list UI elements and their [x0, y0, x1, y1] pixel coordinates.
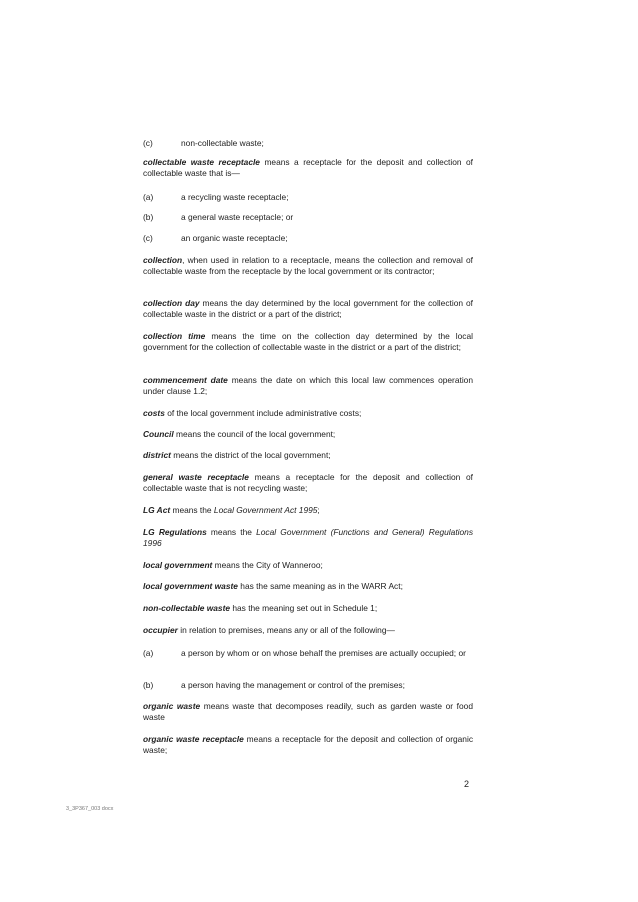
definition-text: means the time on the collection day determined by the local government for the collection of collectable waste in the district or a part of the district;: [143, 331, 474, 352]
item-label: (c): [143, 233, 153, 243]
item-text: a general waste receptacle; or: [181, 212, 294, 222]
defined-term: district: [143, 450, 171, 460]
definition-text: means a receptacle for the deposit and collection of collectable waste that is—: [143, 157, 473, 178]
act-title: Local Government Act 1995: [213, 505, 318, 515]
item-label: (b): [143, 212, 154, 222]
definition-text: means the date on which this local law commences operation under clause 1.2;: [143, 375, 473, 396]
item-text: a person by whom or on whose behalf the premises are actually occupied; or: [181, 648, 466, 658]
definition-text-end: ;: [317, 505, 320, 515]
defined-term: non-collectable waste: [143, 603, 231, 613]
definition-costs: [143, 408, 473, 419]
page-number: 2: [464, 779, 470, 789]
item-text: a recycling waste receptacle;: [181, 192, 289, 202]
item-label: (c): [143, 138, 153, 148]
definition-text: means waste that decomposes readily, such as garden waste or food waste: [143, 701, 473, 722]
definition-collection-day: [143, 298, 473, 319]
definition-commencement-date: [143, 375, 473, 396]
defined-term: local government waste: [143, 581, 238, 591]
definition-local-government-waste: [143, 581, 473, 592]
definition-text: of the local government include administrative costs;: [164, 408, 362, 418]
definition-text: means the council of the local government;: [173, 429, 336, 439]
item-text: non-collectable waste;: [181, 138, 264, 148]
definition-organic-waste-receptacle: [143, 734, 473, 755]
definition-text: has the same meaning as in the WARR Act;: [237, 581, 403, 591]
defined-term: collection: [143, 255, 183, 265]
defined-term: LG Regulations: [143, 527, 207, 537]
definition-text: means the: [170, 505, 214, 515]
definition-text: means the day determined by the local government for the collection of collectable waste in the district or a part of the district;: [143, 298, 473, 319]
definition-text: , when used in relation to a receptacle, means the collection and removal of collectable waste from the receptacle by the local government or its contractor;: [143, 255, 473, 276]
footer-document-id: 3_3P367_003 docx: [66, 806, 114, 812]
definition-local-government: [143, 560, 473, 571]
defined-term: commencement date: [143, 375, 228, 385]
definition-organic-waste: [143, 701, 473, 722]
definition-collection-time: [143, 331, 473, 352]
defined-term: collection time: [143, 331, 206, 341]
regulations-title: Local Government (Functions and General) Regulations 1996: [143, 527, 474, 548]
defined-term: local government: [143, 560, 213, 570]
defined-term: organic waste receptacle: [143, 734, 244, 744]
definition-non-collectable-waste: [143, 603, 473, 614]
defined-term: general waste receptacle: [143, 472, 249, 482]
definition-general-waste-receptacle: [143, 472, 473, 493]
item-label: (a): [143, 648, 154, 658]
definition-text: means a receptacle for the deposit and collection of collectable waste that is not recycling waste;: [143, 472, 473, 493]
definition-text: means the City of Wanneroo;: [212, 560, 323, 570]
defined-term: organic waste: [143, 701, 201, 711]
definition-text: in relation to premises, means any or all of the following—: [177, 625, 395, 635]
definition-text: means a receptacle for the deposit and collection of organic waste;: [143, 734, 474, 755]
defined-term: Council: [143, 429, 174, 439]
defined-term: costs: [143, 408, 165, 418]
definition-council: [143, 429, 473, 440]
definition-lg-act: [143, 505, 473, 516]
definition-collection: [143, 255, 473, 276]
definition-text: means the: [206, 527, 257, 537]
definition-text: has the meaning set out in Schedule 1;: [230, 603, 378, 613]
defined-term: occupier: [143, 625, 178, 635]
definition-lg-regulations: [143, 527, 473, 548]
item-label: (a): [143, 192, 154, 202]
item-label: (b): [143, 680, 154, 690]
definition-district: [143, 450, 473, 461]
defined-term: collection day: [143, 298, 200, 308]
item-text: an organic waste receptacle;: [181, 233, 288, 243]
definition-text: means the district of the local government;: [170, 450, 331, 460]
definition-occupier: [143, 625, 473, 636]
item-text: a person having the management or control of the premises;: [181, 680, 405, 690]
definition-collectable-waste-receptacle: [143, 157, 473, 178]
defined-term: LG Act: [143, 505, 171, 515]
defined-term: collectable waste receptacle: [143, 157, 260, 167]
